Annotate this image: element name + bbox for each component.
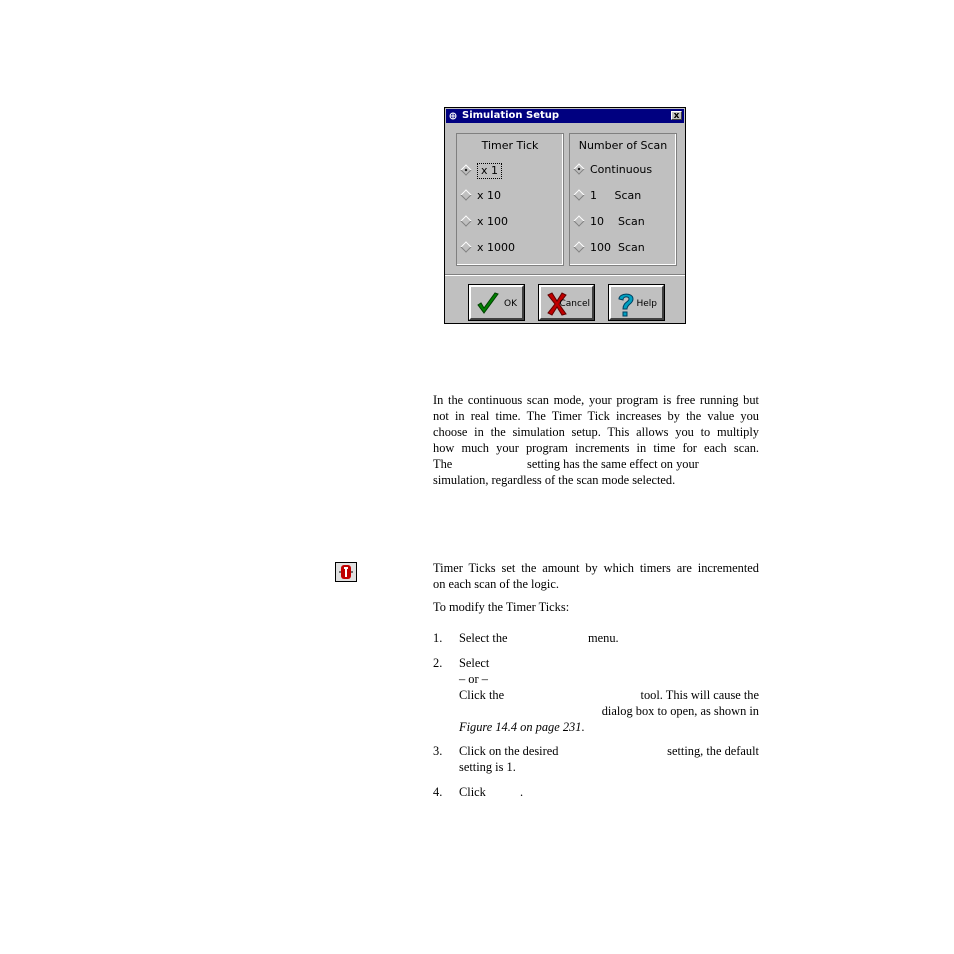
- radio-label: x 10: [477, 189, 502, 202]
- dialog-title: Simulation Setup: [462, 110, 560, 121]
- cancel-label: Cancel: [559, 299, 590, 309]
- dialog-separator: [445, 274, 685, 276]
- text-line: – or –: [459, 672, 488, 686]
- checkmark-icon: [476, 291, 500, 317]
- timer-tip-icon-glyph: [336, 563, 356, 581]
- radio-icon: [573, 189, 584, 200]
- radio-icon: [460, 189, 471, 200]
- text-line: not in real time. The Timer Tick increases by the value you: [433, 409, 759, 423]
- radio-label: 10 Scan: [590, 215, 645, 228]
- text-line: [459, 703, 759, 719]
- timer-tick-group: [456, 133, 564, 266]
- text-line: In the continuous scan mode, your program is free running but: [433, 393, 759, 407]
- step-number: 1.: [433, 631, 443, 645]
- close-icon[interactable]: x: [671, 111, 682, 120]
- scan-option-100[interactable]: [575, 241, 645, 255]
- help-label: Help: [636, 299, 657, 309]
- radio-label: x 100: [477, 215, 509, 228]
- text-line: choose in the simulation setup. This allows you to multiply: [433, 425, 759, 439]
- text-line: [459, 630, 759, 646]
- timer-tick-option-x1[interactable]: [462, 163, 502, 177]
- number-of-scan-title: Number of Scan: [578, 139, 668, 152]
- scan-option-10[interactable]: [575, 215, 645, 229]
- radio-label: x 1000: [477, 241, 516, 254]
- text-line: [459, 784, 759, 800]
- text-fragment: Click on the desired: [459, 744, 559, 758]
- text-line: [459, 687, 759, 703]
- timer-tick-option-x1000[interactable]: [462, 241, 515, 255]
- number-of-scan-group: [569, 133, 677, 266]
- simulation-setup-dialog: [444, 107, 686, 324]
- intro-text: To modify the Timer Ticks:: [433, 600, 570, 614]
- text-fragment: setting has the same effect on your: [527, 457, 699, 471]
- text-line: simulation, regardless of the scan mode selected.: [433, 473, 676, 487]
- text-line: [459, 743, 759, 759]
- text-line: setting is 1.: [459, 760, 516, 774]
- text-line: on each scan of the logic.: [433, 577, 559, 591]
- dialog-titlebar[interactable]: [446, 109, 684, 123]
- step-body: [459, 630, 759, 646]
- step-body: [459, 655, 759, 735]
- paragraph-timer-ticks: [433, 560, 759, 592]
- radio-label: 100 Scan: [590, 241, 645, 254]
- text-line: how much your program increments in time for each scan.: [433, 441, 759, 455]
- text-line: [433, 456, 759, 472]
- step-number: 3.: [433, 744, 443, 758]
- text-fragment: dialog box to open, as shown in: [601, 704, 759, 718]
- app-icon: [449, 112, 457, 120]
- radio-selected-icon: [460, 164, 471, 175]
- radio-label: Continuous: [590, 163, 653, 176]
- radio-label: x 1: [477, 163, 502, 179]
- step-body: [459, 784, 759, 800]
- text-fragment: Click: [459, 785, 486, 799]
- text-line: Timer Ticks set the amount by which timers are incremented: [433, 561, 759, 575]
- step-number: 4.: [433, 785, 443, 799]
- text-line: [459, 719, 759, 735]
- timer-tick-option-x10[interactable]: [462, 189, 501, 203]
- step-number: 2.: [433, 656, 443, 670]
- text-fragment: .: [520, 785, 524, 799]
- radio-icon: [573, 215, 584, 226]
- ok-button[interactable]: [469, 285, 524, 320]
- text-fragment: setting, the default: [667, 744, 759, 758]
- timer-tick-option-x100[interactable]: [462, 215, 508, 229]
- timer-tip-icon: [335, 562, 357, 582]
- paragraph-continuous-scan: [433, 392, 759, 488]
- help-button[interactable]: [609, 285, 664, 320]
- text-fragment: The: [433, 457, 453, 471]
- radio-icon: [460, 215, 471, 226]
- ok-label: OK: [504, 299, 517, 309]
- radio-icon: [460, 241, 471, 252]
- text-fragment: tool. This will cause the: [640, 688, 759, 702]
- text-fragment: Click the: [459, 688, 505, 702]
- radio-selected-icon: [573, 163, 584, 174]
- text-fragment: .: [581, 720, 585, 734]
- figure-reference-link[interactable]: Figure 14.4 on page 231: [459, 720, 582, 734]
- step-body: [459, 743, 759, 775]
- text-fragment: menu.: [588, 631, 619, 645]
- timer-tick-title: Timer Tick: [481, 139, 539, 152]
- radio-label: 1 Scan: [590, 189, 642, 202]
- scan-option-continuous[interactable]: [575, 163, 652, 177]
- text-line: Select: [459, 656, 490, 670]
- cancel-button[interactable]: [539, 285, 594, 320]
- scan-option-1[interactable]: [575, 189, 641, 203]
- radio-icon: [573, 241, 584, 252]
- question-mark-icon: [616, 291, 636, 319]
- text-fragment: Select the: [459, 631, 508, 645]
